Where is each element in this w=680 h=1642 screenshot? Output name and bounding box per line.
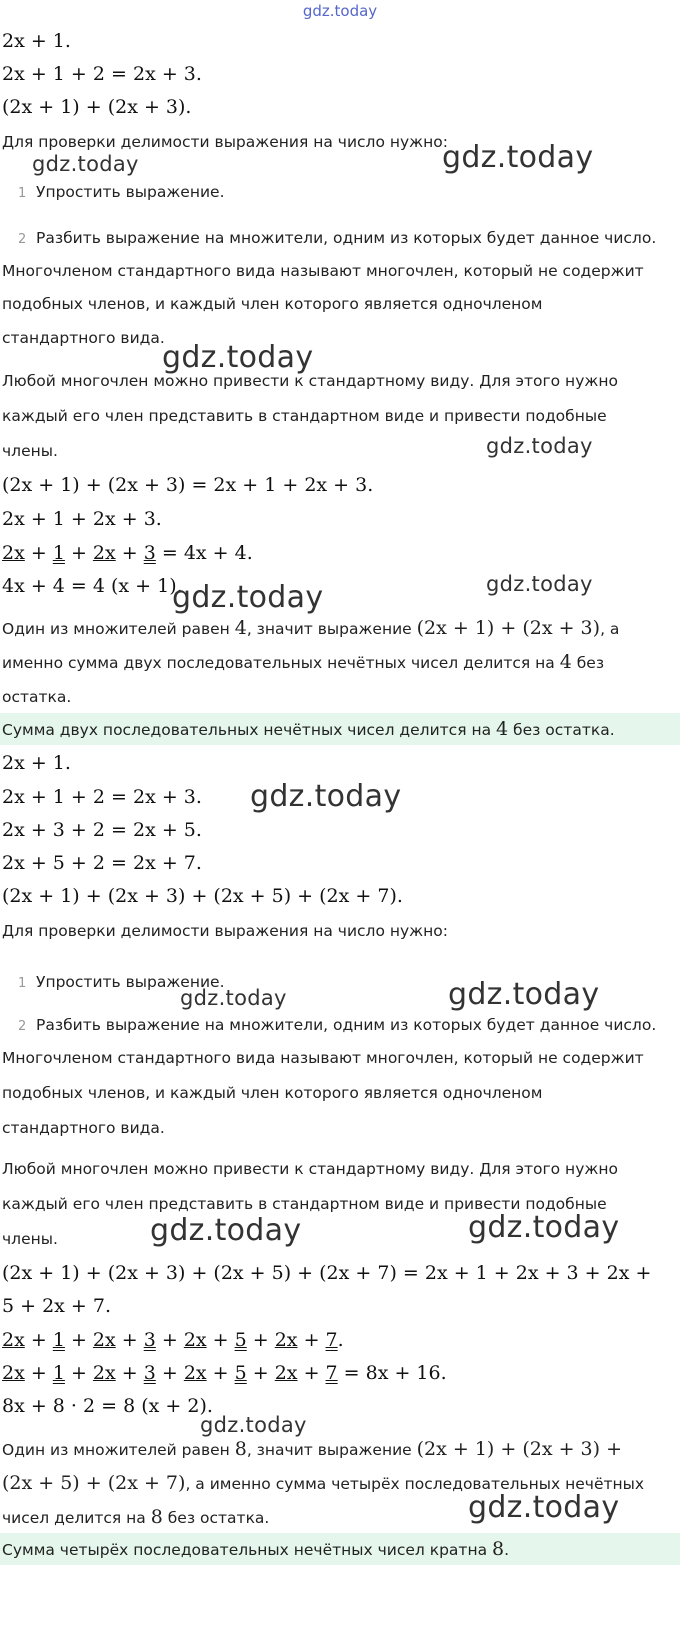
math-line: 2x + 1. <box>2 30 71 52</box>
definition-line: подобных членов, и каждый член которого является одночленом <box>2 295 543 313</box>
standard-form-line: Любой многочлен можно привести к стандартному виду. Для этого нужно <box>2 1160 618 1178</box>
watermark-text: gdz.today <box>468 1490 620 1525</box>
math-line: (2x + 1) + (2x + 3) + (2x + 5) + (2x + 7). <box>2 885 403 907</box>
math-expression: 2x + 1 + 2x + 3 + 2x + 5 + 2x + 7 = 8x + 16. <box>2 1362 447 1384</box>
watermark-text: gdz.today <box>172 580 324 615</box>
step-item <box>18 181 225 205</box>
standard-form-line: Любой многочлен можно привести к стандартному виду. Для этого нужно <box>2 372 618 390</box>
watermark-text: gdz.today <box>486 434 593 458</box>
step-number: 1 <box>18 976 27 991</box>
math-expression: 5 + 2x + 7. <box>2 1295 112 1317</box>
definition-line: подобных членов, и каждый член которого является одночленом <box>2 1084 543 1102</box>
step-number: 2 <box>18 1019 27 1034</box>
math-line: 2x + 5 + 2 = 2x + 7. <box>2 852 202 874</box>
conclusion-line: Один из множителей равен 4, значит выражение (2x + 1) + (2x + 3), а <box>2 617 620 639</box>
conclusion-line: именно сумма двух последовательных нечётных чисел делится на 4 без <box>2 651 605 673</box>
standard-form-line: члены. <box>2 442 58 460</box>
definition-line: Многочленом стандартного вида называют многочлен, который не содержит <box>2 1049 644 1067</box>
conclusion-line: остатка. <box>2 688 72 706</box>
conclusion-line: Один из множителей равен 8, значит выражение (2x + 1) + (2x + 3) + <box>2 1438 623 1460</box>
step-text: Упростить выражение. <box>36 973 225 991</box>
step-text: Разбить выражение на множители, одним из которых будет данное число. <box>36 229 657 247</box>
math-line: 2x + 1 + 2 = 2x + 3. <box>2 786 202 808</box>
math-expression: 2x + 1 + 2x + 3 + 2x + 5 + 2x + 7. <box>2 1329 344 1351</box>
step-item <box>18 227 656 251</box>
math-line: 2x + 1. <box>2 752 71 774</box>
watermark-text: gdz.today <box>468 1210 620 1245</box>
check-intro: Для проверки делимости выражения на число нужно: <box>2 922 448 940</box>
standard-form-line: члены. <box>2 1230 58 1248</box>
definition-line: Многочленом стандартного вида называют многочлен, который не содержит <box>2 262 644 280</box>
standard-form-line: каждый его член представить в стандартном виде и привести подобные <box>2 1195 607 1213</box>
math-expression: 2x + 1 + 2x + 3. <box>2 508 162 530</box>
math-expression: 4x + 4 = 4 (x + 1). <box>2 575 183 597</box>
math-expression: 8x + 8 · 2 = 8 (x + 2). <box>2 1395 213 1417</box>
answer-text: Сумма четырёх последовательных нечётных чисел кратна 8. <box>2 1538 510 1560</box>
definition-line: стандартного вида. <box>2 329 165 347</box>
check-intro: Для проверки делимости выражения на число нужно: <box>2 133 448 151</box>
math-line: (2x + 1) + (2x + 3). <box>2 96 192 118</box>
expr-result: = 8x + 16. <box>343 1362 447 1384</box>
step-text: Упростить выражение. <box>36 183 225 201</box>
step-number: 1 <box>18 186 27 201</box>
step-text: Разбить выражение на множители, одним из которых будет данное число. <box>36 1016 657 1034</box>
watermark-text: gdz.today <box>180 986 287 1010</box>
watermark-text: gdz.today <box>162 340 314 375</box>
watermark-text: gdz.today <box>32 152 139 176</box>
math-expression: (2x + 1) + (2x + 3) = 2x + 1 + 2x + 3. <box>2 474 374 496</box>
math-line: 2x + 1 + 2 = 2x + 3. <box>2 63 202 85</box>
math-expression: (2x + 1) + (2x + 3) + (2x + 5) + (2x + 7) = 2x + 1 + 2x + 3 + 2x + <box>2 1262 652 1284</box>
answer-text: Сумма двух последовательных нечётных чисел делится на 4 без остатка. <box>2 718 615 740</box>
math-line: 2x + 3 + 2 = 2x + 5. <box>2 819 202 841</box>
step-number: 2 <box>18 232 27 247</box>
watermark-text: gdz.today <box>150 1213 302 1248</box>
watermark-text: gdz.today <box>250 779 402 814</box>
top-watermark: gdz.today <box>302 2 378 20</box>
math-expression: 2x + 1 + 2x + 3 = 4x + 4. <box>2 542 253 564</box>
watermark-text: gdz.today <box>442 140 594 175</box>
expr-result: = 4x + 4. <box>161 542 253 564</box>
watermark-text: gdz.today <box>448 977 600 1012</box>
conclusion-line: чисел делится на 8 без остатка. <box>2 1506 270 1528</box>
watermark-text: gdz.today <box>486 572 593 596</box>
conclusion-line: (2x + 5) + (2x + 7), а именно сумма четырёх последовательных нечётных <box>2 1472 645 1494</box>
watermark-text: gdz.today <box>200 1413 307 1437</box>
standard-form-line: каждый его член представить в стандартном виде и привести подобные <box>2 407 607 425</box>
step-item <box>18 1014 656 1038</box>
definition-line: стандартного вида. <box>2 1119 165 1137</box>
